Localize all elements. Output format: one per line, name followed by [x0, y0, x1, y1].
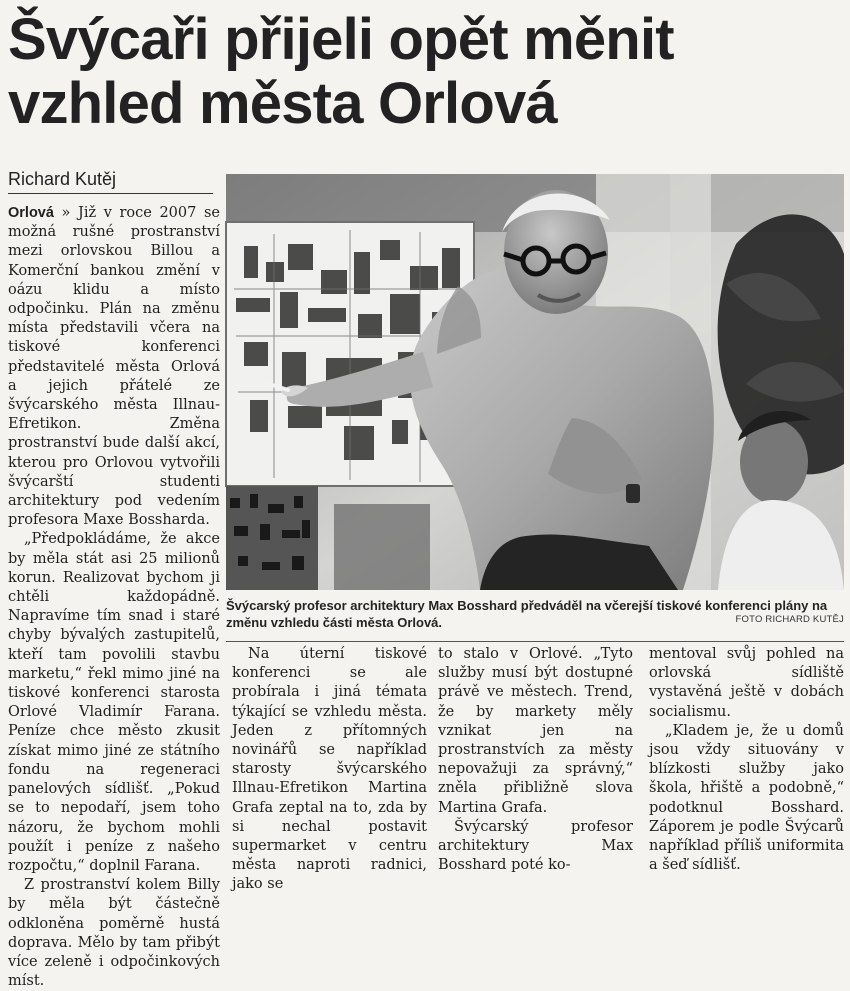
- article-left-column: [8, 204, 220, 991]
- article-paragraph-4: Na úterní tiskové konferenci se ale probírala i jiná témata týkající se vzhledu města. Jeden z přítomných novinářů se například starosty švýcarského Illnau-Efretikon Martina Grafa zeptal na to, zda by si nechal postavit supermarket v centru města naproti radnici, jako se: [232, 646, 427, 893]
- article-paragraph-7: „Kladem je, že u domů jsou vždy situovány v blízkosti služby jako škola, hřiště a podobně,“ podotknul Bosshard. Záporem je podle Švýcarů například příliš uniformita a šeď sídlišť.: [649, 722, 844, 874]
- press-conference-photo-illustration: [226, 174, 844, 590]
- wristwatch: [626, 484, 640, 503]
- article-paragraph-3: Z prostranství kolem Billy by měla být částečně odkloněna poměrně hustá doprava. Mělo by tam přibýt více zeleně i odpočinkových míst.: [8, 877, 220, 990]
- photo-caption: Švýcarský profesor architektury Max Bosshard předváděl na včerejší tiskové konferenci plány na změnu vzhledu části města Orlová.: [226, 598, 828, 630]
- article-column-2: [232, 645, 427, 893]
- article-paragraph-5-continued: to stalo v Orlové. „Tyto služby musí být dostupné právě ve městech. Trend, že by markety měly vznikat jen na prostranstvích za městy nepovažuji za správný,“ zněla přibližně slova Martina Grafa.: [438, 646, 633, 816]
- article-lead: [8, 204, 220, 530]
- article-dateline: Orlová: [8, 205, 54, 221]
- article-photo: [226, 174, 844, 590]
- article-column-4: [649, 645, 844, 874]
- article-column-3: [438, 645, 633, 874]
- article-paragraph-2: „Předpokládáme, že akce by měla stát asi 25 milionů korun. Realizovat bychom ji chtěli každopádně. Napravíme tím snad i staré chyby bývalých zastupitelů, kteří tam povolili stavbu marketu,“ řekl mimo jiné na tiskové konferenci starosta Orlové Vladimír Farana. Peníze chce město zkusit získat mimo jiné ze státního fondu na regeneraci panelových sídlišť. „Pokud se to nepodaří, jsem toho názoru, že bychom mohli použít i peníze z našeho rozpočtu,“ doplnil Farana.: [8, 531, 220, 874]
- caption-divider: [226, 641, 844, 642]
- article-paragraph-6: Švýcarský profesor architektury Max Bosshard poté ko-: [438, 818, 633, 874]
- article-lead-text: » Již v roce 2007 se možná rušné prostranství mezi orlovskou Billou a Komerční bankou změní v oázu klidu a místo odpočinku. Plán na změnu místa představili včera na tiskové konferenci představitelé města Orlová a jejich přátelé ze švýcarského města Illnau-Efretikon. Změna prostranství bude další akcí, kterou pro Orlovou vytvořili švýcarští studenti architektury pod vedením profesora Maxe Bossharda.: [8, 205, 220, 529]
- photo-credit: FOTO RICHARD KUTĚJ: [735, 614, 844, 625]
- article-paragraph-6-continued: mentoval svůj pohled na orlovská sídliště vystavěná ještě v dobách socialismu.: [649, 646, 844, 720]
- article-byline: Richard Kutěj: [8, 169, 117, 189]
- byline-divider: [8, 193, 213, 194]
- article-headline: Švýcaři přijeli opět měnit vzhled města Orlová: [8, 7, 674, 136]
- desk-model: [334, 504, 430, 590]
